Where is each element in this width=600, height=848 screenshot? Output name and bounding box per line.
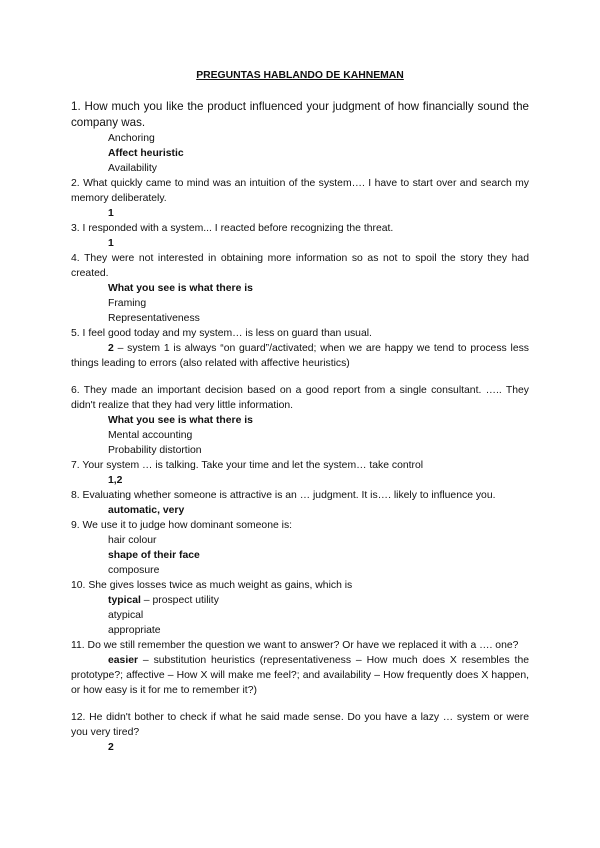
question-text: 6. They made an important decision based on a good report from a single consultant. ….. They didn't realize that they had very little information. [71,385,529,411]
answer: typical [108,595,141,606]
question-text: 11. Do we still remember the question we want to answer? Or have we replaced it with a …. one? [71,640,519,651]
document-page [71,68,529,755]
explanation: – system 1 is always “on guard”/activated; when we are happy we tend to process less things leading to errors (also related with affective heuristics) [71,343,529,369]
option: Representativeness [108,313,200,324]
question-4 [71,251,529,326]
question-3 [71,221,529,251]
option-correct: What you see is what there is [108,415,253,426]
answer: 2 [108,742,114,753]
option: appropriate [108,625,161,636]
question-7 [71,458,529,488]
option: Anchoring [108,133,155,144]
answer: 2 [108,343,114,354]
option: composure [108,565,160,576]
document-title: PREGUNTAS HABLANDO DE KAHNEMAN [196,70,404,81]
question-text: 2. What quickly came to mind was an intuition of the system…. I have to start over and search my memory deliberately. [71,178,529,204]
answer-note: – prospect utility [140,595,219,606]
answer: easier [108,655,139,666]
option: hair colour [108,535,157,546]
answer: 1,2 [108,475,123,486]
question-10 [71,578,529,638]
spacer [71,698,529,710]
question-text: 1. How much you like the product influenced your judgment of how financially sound the company was. [71,100,529,129]
question-text: 5. I feel good today and my system… is less on guard than usual. [71,328,372,339]
question-12 [71,710,529,755]
question-text: 10. She gives losses twice as much weight as gains, which is [71,580,353,591]
option-correct: Affect heuristic [108,148,184,159]
option: Probability distortion [108,445,202,456]
answer-line [71,593,529,608]
question-text: 7. Your system … is talking. Take your time and let the system… take control [71,460,424,471]
question-11 [71,638,529,698]
question-text: 4. They were not interested in obtaining more information so as not to spoil the story they had created. [71,253,529,279]
question-2 [71,176,529,221]
option: Framing [108,298,147,309]
option: Availability [108,163,157,174]
spacer [71,371,529,383]
answer-explanation [71,341,529,371]
question-9 [71,518,529,578]
question-text: 8. Evaluating whether someone is attractive is an … judgment. It is…. likely to influence you. [71,490,496,501]
answer: automatic, very [108,505,185,516]
question-text: 9. We use it to judge how dominant someone is: [71,520,293,531]
option-correct: shape of their face [108,550,200,561]
answer-explanation [71,653,529,698]
explanation: – substitution heuristics (representativeness – How much does X resembles the prototype?; affective – How X will make me feel?; and availability – How frequently does X happen, or how easy is it for me to remember it?) [71,655,529,696]
question-text: 3. I responded with a system... I reacted before recognizing the threat. [71,223,394,234]
question-1 [71,99,529,176]
question-text: 12. He didn't bother to check if what he said made sense. Do you have a lazy … system or were you very tired? [71,712,529,738]
answer: 1 [108,238,114,249]
answer: 1 [108,208,114,219]
option-correct: What you see is what there is [108,283,253,294]
question-5 [71,326,529,371]
question-8 [71,488,529,518]
option: atypical [108,610,144,621]
option: Mental accounting [108,430,193,441]
question-6 [71,383,529,458]
